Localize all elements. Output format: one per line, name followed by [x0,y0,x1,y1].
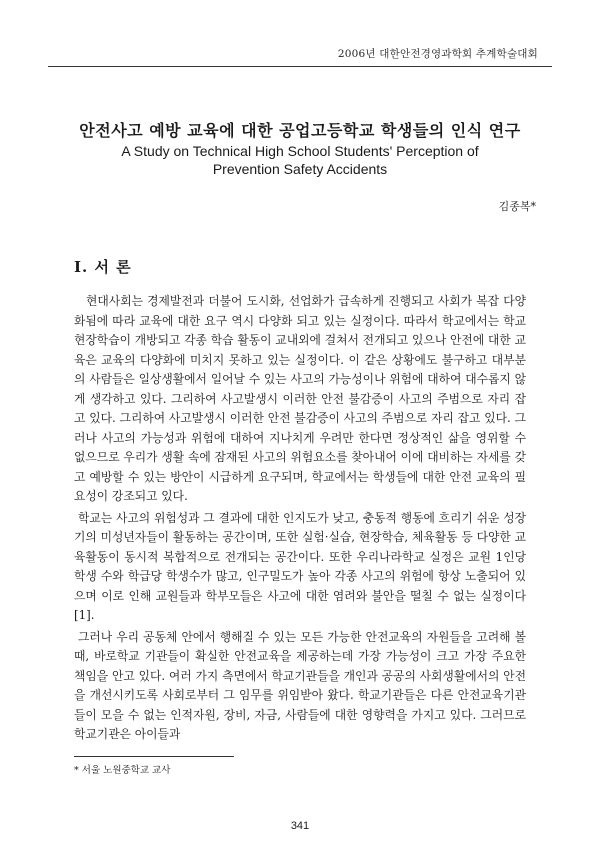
paragraph-2: 학교는 사고의 위험성과 그 결과에 대한 인지도가 낮고, 충동적 행동에 흐리기 쉬운 성장기의 미성년자들이 활동하는 공간이며, 또한 실험·실습, 현장학습, 체육활동 등 다양한 교육활동이 동시적 복합적으로 전개되는 공간이다. 또한 우리나라학교 실정은 교원 1인당 학생 수와 학급당 학생수가 많고, 인구밀도가 높아 각종 사고의 위험에 항상 노출되어 있으며 이로 인해 교원들과 학부모들은 사고에 대한 염려와 불안을 떨칠 수 없는 실정이다[1]. [74,510,526,622]
title-english-line2: Prevention Safety Accidents [212,161,388,177]
paragraph-1: 현대사회는 경제발전과 더불어 도시화, 선업화가 급속하게 진행되고 사회가 복잡 다양화됨에 따라 교육에 대한 요구 역시 다양화 되고 있는 실정이다. 따라서 학교에서는 학교 현장학습이 개방되고 각종 학습 활동이 교내외에 걸쳐서 전개되고 있으나 안전에 대한 교육은 교육의 다양화에 미치지 못하고 있는 실정이다. 이 같은 상황에도 불구하고 대부분의 사람들은 일상생활에서 일어날 수 있는 사고의 가능성이나 위험에 대하여 대수롭지 않게 생각하고 있다. 그리하여 사고발생시 이러한 안전 불감증이 사고의 주범으로 자리 잡고 있다. 그리하여 사고발생시 이러한 안전 불감증이 사고의 주범으로 자리 잡고 있다. 그러나 사고의 가능성과 위험에 대하여 지나치게 우려만 한다면 정상적인 삶을 영위할 수 없으므로 우리가 생활 속에 잠재된 사고의 위험요소를 찾아내어 이에 대비하는 자세를 갖고 예방할 수 있는 방안이 시급하게 요구되며, 학교에서는 학생들에 대한 안전 교육의 필요성이 강조되고 있다. [74,294,526,503]
footnote: * 서울 노원중학교 교사 [74,765,171,776]
running-header: 2006년 대한안전경영과학회 추계학술대회 [337,48,538,60]
header-rule [48,66,552,67]
footnote-rule [74,756,234,757]
title-korean: 안전사고 예방 교육에 대한 공업고등학교 학생들의 인식 연구 [79,121,521,140]
body-text [74,292,526,747]
title-english-line1: A Study on Technical High School Students' Perception of [121,143,479,159]
author-name: 김종복* [498,200,536,213]
section-heading: Ⅰ. 서 론 [74,258,132,276]
page-number: 341 [290,820,310,832]
paragraph-3: 그러나 우리 공동체 안에서 행해질 수 있는 모든 가능한 안전교육의 자원들을 고려해 볼 때, 바로학교 기관들이 확실한 안전교육을 제공하는데 가장 가능성이 크고 가장 주요한 책임을 안고 있다. 여러 가지 측면에서 학교기관들을 개인과 공공의 사회생활에서의 안전을 개선시키도록 사회로부터 그 임무를 위임받아 왔다. 학교기관들은 다른 안전교육기관들이 모을 수 없는 인적자원, 장비, 자금, 사람들에 대한 영향력을 가지고 있다. 그러므로 학교기관은 아이들과 [74,629,526,741]
title-english [0,142,600,178]
